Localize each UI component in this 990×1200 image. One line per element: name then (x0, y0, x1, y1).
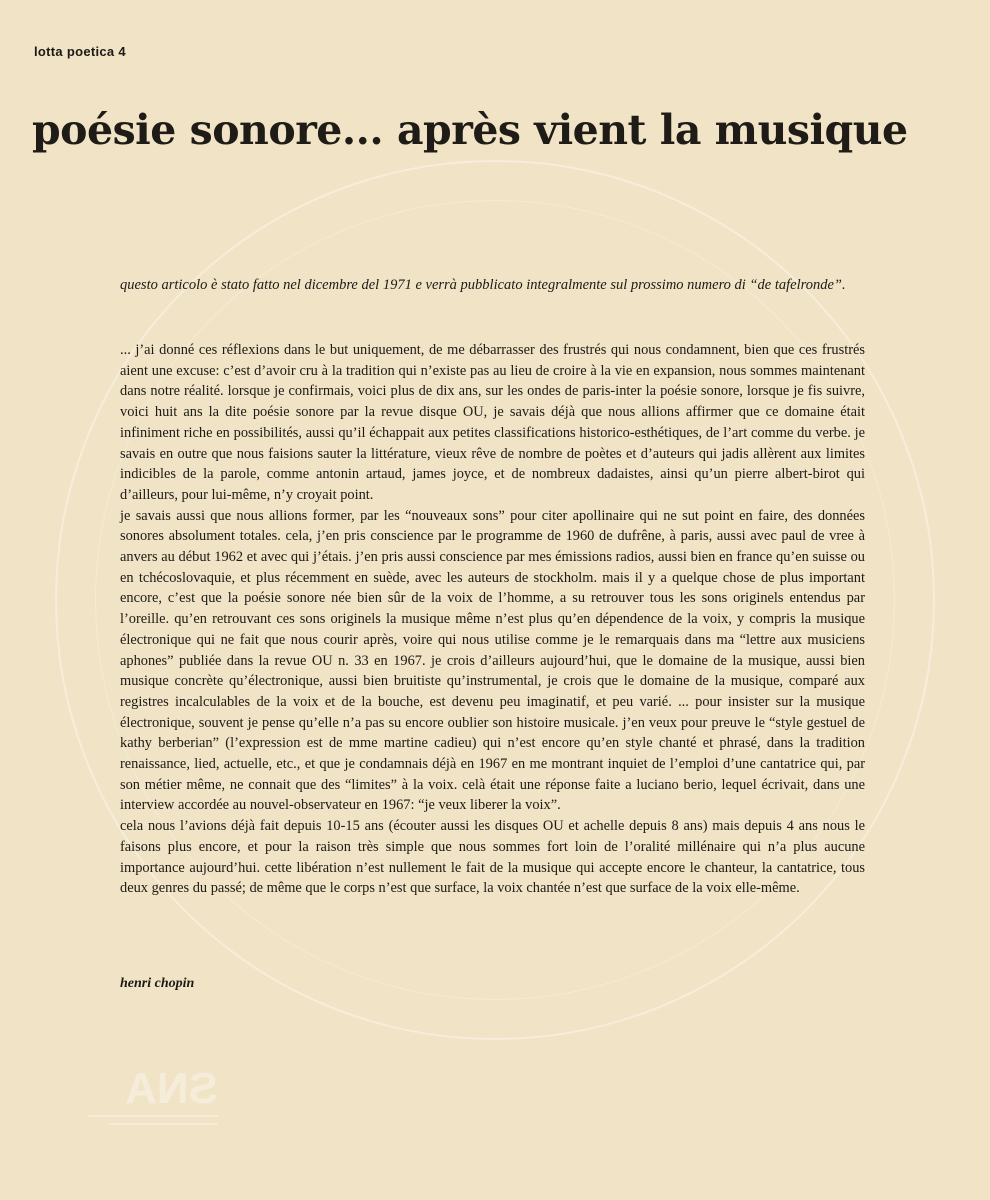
article-title: poésie sonore... après vient la musique (32, 106, 908, 154)
stamp-text: SNA (125, 1064, 218, 1113)
body-paragraph-3: cela nous l’avions déjà fait depuis 10-15 ans (écouter aussi les disques OU et achelle depuis 8 ans) mais depuis 4 ans nous le faisons plus encore, et pour la raison très simple que nous sommes fort loin de l’oralité millénaire qui n’a plus aucune importance aujourd’hui. cette libération n’est nullement le fait de la musique qui accepte encore le chanteur, la cantatrice, tous deux genres du passé; de même que le corps n’est que surface, la voix chantée n’est que surface de la voix elle-même. (120, 818, 865, 897)
body-paragraph-1: ... j’ai donné ces réflexions dans le but uniquement, de me débarrasser des frustrés qui nous condamnent, bien que ces frustrés aient une excuse: c’est d’avoir cru à la tradition qui n’existe pas au lieu de croire à la vie en expansion, nous sommes maintenant dans notre réalité. lorsque je confirmais, voici plus de dix ans, sur les ondes de paris-inter la poésie sonore, lorsque je fis suivre, voici huit ans la dite poésie sonore par la revue disque OU, je savais déjà que nous allions affirmer que ce domaine était infiniment riche en possibilités, aussi qu’il échappait aux petites classifications historico-esthétiques, de l’art comme du verbe. je savais en outre que nous faisions sauter la littérature, vieux rêve de nombre de poètes et d’auteurs qui jadis allèrent aux limites indicibles de la parole, comme antonin artaud, james joyce, et de nombreux dadaistes, ainsi qu’un pierre albert-birot qui d’ailleurs, pour lui-même, n’y croyait point. (120, 342, 865, 503)
body-paragraph-2: je savais aussi que nous allions former, par les “nouveaux sons” pour citer apollinaire qui ne sut point en faire, des données sonores absolument totales. cela, j’en pris conscience par le programme de 1960 de dufrêne, à paris, aussi avec paul de vree à anvers au début 1962 et avec qui j’étais. j’en pris aussi conscience par mes émissions radios, aussi bien en france qu’en suisse ou en tchécoslovaquie, et plus récemment en suède, avec les auteurs de stockholm. mais il y a quelque chose de plus important encore, c’est que la poésie sonore née bien sûr de la voix de l’homme, a su retrouver tous les sons originels entendus par l’oreille. qu’en retrouvant ces sons originels la musique même n’est plus qu’en dépendence de la voix, y compris la musique électronique qui ne fait que nous courir après, voire qui nous utilise comme je le remarquais dans ma “lettre aux musiciens aphones” publiée dans la revue OU n. 33 en 1967. je crois d’ailleurs aujourd’hui, que le domaine de la musique, aussi bien musique concrète qu’électronique, aussi bien bruitiste qu’instrumental, je crois que le domaine de la musique, comparé aux registres incalculables de la voix et de la bouche, est devenu peu imaginatif, et peu varié. ... pour insister sur la musique électronique, souvent je pense qu’elle n’a pas su encore oublier son histoire musicale. j’en veux pour preuve le “style gestuel de kathy berberian” (l’expression est de mme martine cadieu) qui n’est encore qu’en style chanté et phrasé, dans la tradition renaissance, lied, actuelle, etc., et que je condamnais déjà en 1967 en me montrant inquiet de l’emploi d’une cantatrice qui, par son métier même, ne connait que des “limites” à la voix. celà était une réponse faite a luciano berio, lequel écrivait, dans une interview accordée au nouvel-observateur en 1967: “je veux liberer la voix”. (120, 507, 865, 814)
article-author: henri chopin (120, 976, 195, 991)
article-intro: questo articolo è stato fatto nel dicembre del 1971 e verrà pubblicato integralmente sul prossimo numero di “de tafelronde”. (120, 277, 846, 293)
article-body (120, 340, 865, 899)
faint-stamp-mark (78, 1058, 228, 1138)
page-header-label: lotta poetica 4 (34, 44, 126, 59)
